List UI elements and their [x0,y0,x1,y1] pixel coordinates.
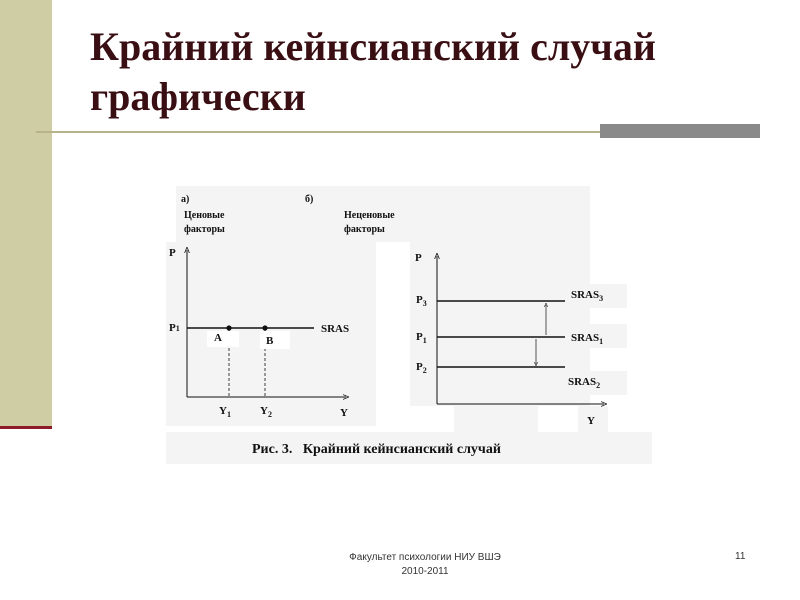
panel-a-p1-label: P1 [169,322,180,334]
panel-b-p1-label: $P_1$ [416,331,427,345]
footer-years: 2010-2011 [401,566,449,577]
panel-b-p2-label: $P_2$ [416,361,427,375]
panel-b-p3-label: $P_3$ [416,294,427,308]
panel-a-y1-label: $Y_1$ [219,405,231,419]
panel-b-lower-strip [454,406,538,432]
panel-a-y2-label: $Y_2$ [260,405,272,419]
panel-a-caption-line2: факторы [184,224,225,235]
page-number: 11 [735,551,746,562]
panel-a-label: а) [181,194,190,205]
panel-a-point-a-label: A [214,332,222,344]
panel-b-sras3-label: $SRAS_3$ [571,289,604,303]
panel-b-p-axis-label: P [415,252,422,264]
panel-a-point-a-dot [226,325,231,330]
panel-a-point-b-label: B [266,335,274,347]
panel-b-sras1-label: $SRAS_1$ [571,332,604,346]
panel-b-caption-line2: факторы [344,224,385,235]
panel-b-y-axis-label: Y [587,415,595,427]
panel-b-sras2-label: $SRAS_2$ [568,376,601,390]
panel-a-point-b-dot [262,325,267,330]
panel-a-caption-line1: Ценовые [184,210,225,221]
panel-a-y-axis-label: Y [340,407,348,419]
footer-organization: Факультет психологии НИУ ВШЭ [349,552,501,563]
figure-caption: Рис. 3. Крайний кейнсианский случай [252,442,501,457]
panel-a-sras-label: SRAS [321,323,350,335]
panel-a-p-axis-label: P [169,247,176,259]
panel-b-label: б) [305,194,314,205]
slide-title: Крайний кейнсианский случай графически [90,24,656,119]
slide-footer [300,551,550,579]
panel-b-caption-line1: Неценовые [344,210,395,221]
